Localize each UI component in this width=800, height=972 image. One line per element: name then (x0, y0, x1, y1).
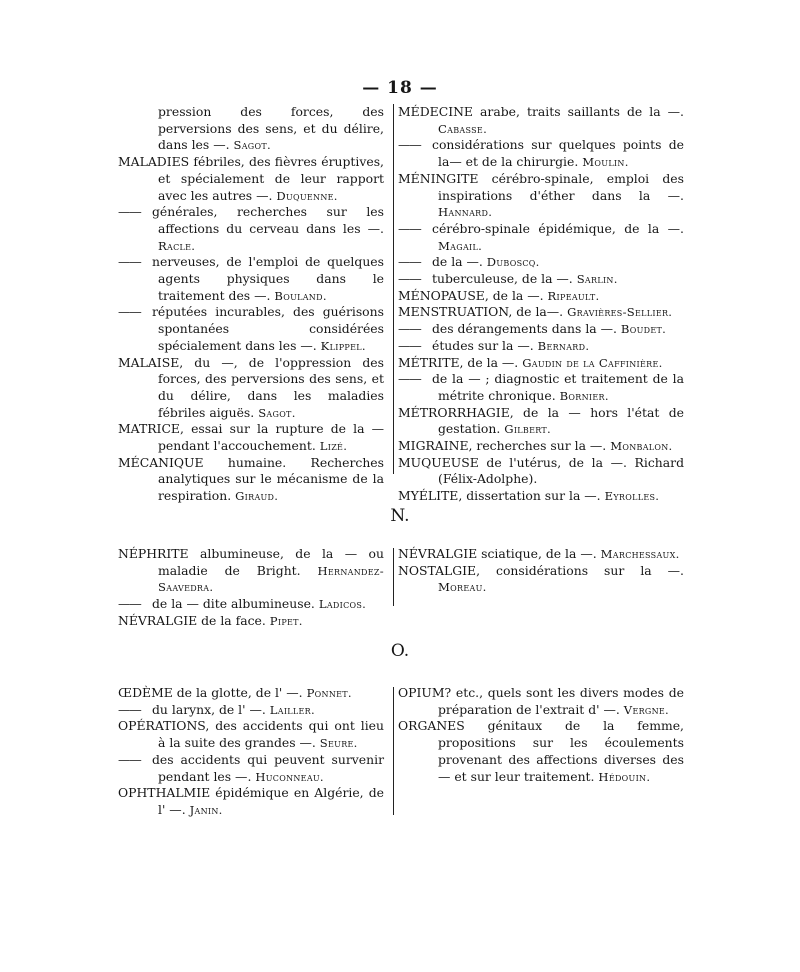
entry-text: , recherches sur la —. (468, 438, 607, 454)
entry-text: , du —, de l'oppression des forces, des perversions des sens, et du délire, dans les maladies fébriles aiguës. (158, 354, 384, 420)
entry-heading: OPHTHALMIE (118, 785, 211, 801)
index-entry (118, 685, 384, 702)
entry-author: Ladicos. (318, 597, 367, 612)
index-entry (118, 613, 384, 630)
entry-text: pression des forces, des perversions des sens, et du délire, dans les —. (158, 104, 384, 153)
entry-author: Ponnet. (306, 686, 352, 700)
index-entry (398, 104, 684, 137)
entry-author: Monbalon. (610, 439, 673, 454)
entry-heading: MALAISE (118, 354, 180, 370)
entry-author: Vergne. (623, 702, 670, 717)
index-entry (118, 304, 384, 354)
section-letter-n: N. (390, 506, 410, 526)
entry-text: ? etc., quels sont les divers modes de préparation de l'extrait d' —. (438, 685, 684, 717)
index-entry (398, 546, 684, 563)
section-m (118, 104, 684, 504)
column-left (118, 546, 384, 630)
entry-text: sciatique, de la —. (477, 546, 597, 561)
column-divider (393, 687, 394, 815)
entry-text: épidémique en Algérie, de l' —. (158, 785, 384, 817)
entry-heading: NÉVRALGIE (398, 546, 478, 561)
entry-author: Hannard. (438, 205, 493, 220)
entry-heading: MÉTRITE (398, 354, 460, 370)
section-o (118, 685, 684, 820)
index-entry (118, 104, 384, 154)
index-entry (398, 221, 684, 254)
entry-text: génitaux de la femme, propositions sur les écoulements provenant des affections diverses des — et sur leur traitement. (438, 718, 684, 784)
entry-author: Seure. (319, 736, 358, 751)
entry-text: de la glotte, de l' —. (172, 685, 303, 700)
entry-heading: MALADIES (118, 154, 190, 170)
index-entry (398, 563, 684, 596)
entry-dash: —— (118, 751, 141, 767)
entry-author: Pipet. (269, 613, 303, 628)
entry-text: , de la —. (459, 354, 519, 370)
entry-text: , des accidents qui ont lieu à la suite des grandes —. (158, 718, 384, 751)
entry-dash: —— (398, 321, 421, 337)
entry-dash: —— (398, 271, 421, 287)
entry-author: Moulin. (582, 155, 629, 170)
entry-author: Moreau. (438, 580, 487, 595)
entry-heading: MÉDECINE (398, 104, 473, 119)
entry-heading: MYÉLITE (398, 488, 459, 504)
entry-dash: —— (118, 254, 141, 270)
entry-text: de la face. (197, 612, 266, 628)
index-entry (118, 546, 384, 596)
entry-text: , dissertation sur la —. (458, 488, 601, 504)
index-entry (118, 596, 384, 613)
entry-author: Lizé. (319, 439, 348, 454)
index-entry (398, 288, 684, 305)
entry-dash: —— (118, 701, 141, 717)
section-n (118, 546, 684, 628)
index-entry (398, 718, 684, 785)
entry-author: Ripeault. (547, 288, 600, 303)
index-entry (118, 718, 384, 751)
index-entry (118, 785, 384, 818)
column-left (118, 104, 384, 505)
index-entry (118, 355, 384, 422)
entry-author: Magail. (438, 238, 483, 253)
entry-text: générales, recherches sur les affections du cerveau dans les —. (152, 204, 384, 236)
entry-author: Eyrolles. (604, 489, 660, 504)
entry-author: Giraud. (235, 489, 279, 504)
entry-text: de l'utérus, de la —. Richard (Félix-Adolphe). (438, 454, 684, 487)
index-entry (398, 254, 684, 271)
entry-text: arabe, traits saillants de la —. (472, 104, 684, 119)
entry-author: Racle. (158, 238, 196, 253)
entry-text: cérébro-spinale, emploi des inspirations d'éther dans la —. (438, 170, 684, 203)
entry-text: de la — dite albumineuse. (152, 596, 315, 612)
entry-author: Gilbert. (504, 422, 552, 437)
entry-heading: MÉNOPAUSE (398, 287, 485, 303)
entry-dash: —— (398, 137, 421, 153)
entry-heading: NÉPHRITE (118, 546, 189, 561)
column-divider (393, 548, 394, 606)
entry-text: , de la—. (508, 304, 564, 320)
entry-text: , essai sur la rupture de la — pendant l'accouchement. (158, 421, 384, 454)
entry-text: , de la —. (484, 287, 544, 303)
section-letter-o: O. (390, 641, 410, 661)
index-entry (118, 752, 384, 785)
index-entry (118, 455, 384, 505)
column-left (118, 685, 384, 819)
index-entry (398, 338, 684, 355)
index-entry (398, 488, 684, 505)
index-entry (398, 405, 684, 438)
index-entry (118, 702, 384, 719)
entry-heading: MÉTRORRHAGIE (398, 404, 510, 420)
entry-author: Hernandez-Saavedra. (158, 563, 384, 595)
entry-text: nerveuses, de l'emploi de quelques agents physiques dans le traitement des —. (152, 254, 384, 303)
index-entry (398, 321, 684, 338)
index-entry (398, 355, 684, 372)
entry-author: Cabasse. (438, 121, 488, 136)
entry-heading: NOSTALGIE (398, 562, 477, 578)
index-entry (398, 171, 684, 221)
entry-heading: ŒDÈME (118, 685, 173, 700)
entry-heading: ORGANES (398, 718, 465, 734)
entry-author: Bornier. (559, 388, 609, 403)
column-right (398, 685, 684, 785)
entry-heading: MIGRAINE (398, 438, 469, 454)
entry-author: Marchessaux. (600, 547, 680, 561)
entry-text: des dérangements dans la —. (432, 321, 617, 337)
entry-author: Gaudin de la Caffinière. (522, 355, 663, 370)
entry-author: Sagot. (233, 138, 271, 153)
entry-dash: —— (118, 204, 141, 220)
entry-author: Klippel. (320, 338, 366, 353)
entry-text: cérébro-spinale épidémique, de la —. (432, 220, 684, 236)
entry-heading: OPIUM (398, 685, 445, 700)
entry-author: Hédouin. (598, 769, 651, 784)
column-right (398, 104, 684, 505)
entry-author: Duboscq. (486, 255, 540, 270)
entry-dash: —— (398, 337, 421, 353)
entry-author: Bernard. (537, 338, 590, 353)
entry-heading: MUQUEUSE (398, 454, 479, 470)
entry-heading: NÉVRALGIE (118, 612, 198, 628)
entry-dash: —— (118, 304, 141, 320)
entry-dash: —— (398, 254, 421, 270)
entry-text: considérations sur quelques points de la— et de la chirurgie. (432, 137, 684, 170)
entry-author: Gravières-Sellier. (567, 305, 673, 320)
index-entry (118, 204, 384, 254)
column-divider (393, 104, 394, 474)
index-entry (398, 438, 684, 455)
entry-author: Sagot. (258, 405, 296, 420)
entry-text: études sur la —. (432, 337, 534, 353)
entry-text: réputées incurables, des guérisons spontanées considérées spécialement dans les —. (152, 304, 384, 353)
index-entry (398, 455, 684, 488)
entry-author: Janin. (189, 802, 223, 817)
entry-text: de la —. (432, 254, 483, 270)
entry-text: tuberculeuse, de la —. (432, 271, 573, 287)
entry-text: de la — ; diagnostic et traitement de la métrite chronique. (432, 371, 684, 403)
entry-heading: MÉCANIQUE (118, 454, 204, 470)
entry-heading: MENSTRUATION (398, 304, 509, 320)
index-entry (118, 154, 384, 204)
index-entry (398, 371, 684, 404)
entry-heading: MATRICE (118, 421, 180, 437)
entry-author: Sarlin. (576, 272, 618, 287)
entry-text: , considérations sur la —. (476, 562, 684, 578)
index-entry (398, 137, 684, 170)
index-entry (398, 304, 684, 321)
entry-text: du larynx, de l' —. (152, 701, 266, 717)
entry-author: Bouland. (274, 288, 327, 303)
entry-author: Duquenne. (276, 188, 338, 203)
index-entry (118, 254, 384, 304)
index-entry (398, 271, 684, 288)
column-right (398, 546, 684, 596)
entry-text: albumineuse, de la — ou maladie de Bright. (158, 546, 384, 578)
entry-heading: OPÉRATIONS (118, 718, 206, 734)
entry-dash: —— (398, 371, 421, 387)
entry-heading: MÉNINGITE (398, 170, 479, 186)
entry-author: Boudet. (620, 322, 667, 337)
entry-text: , de la — hors l'état de gestation. (438, 404, 684, 437)
entry-dash: —— (398, 220, 421, 236)
entry-author: Lailler. (269, 702, 315, 717)
entry-dash: —— (118, 596, 141, 612)
entry-author: Huconneau. (255, 769, 324, 784)
entry-text: humaine. Recherches analytiques sur le mécanisme de la respiration. (158, 454, 384, 504)
entry-text: des accidents qui peuvent survenir pendant les —. (152, 751, 384, 784)
index-entry (118, 421, 384, 454)
index-entry (398, 685, 684, 718)
entry-text: fébriles, des fièvres éruptives, et spécialement de leur rapport avec les autres —. (158, 154, 384, 203)
page-number: — 18 — (362, 78, 438, 98)
